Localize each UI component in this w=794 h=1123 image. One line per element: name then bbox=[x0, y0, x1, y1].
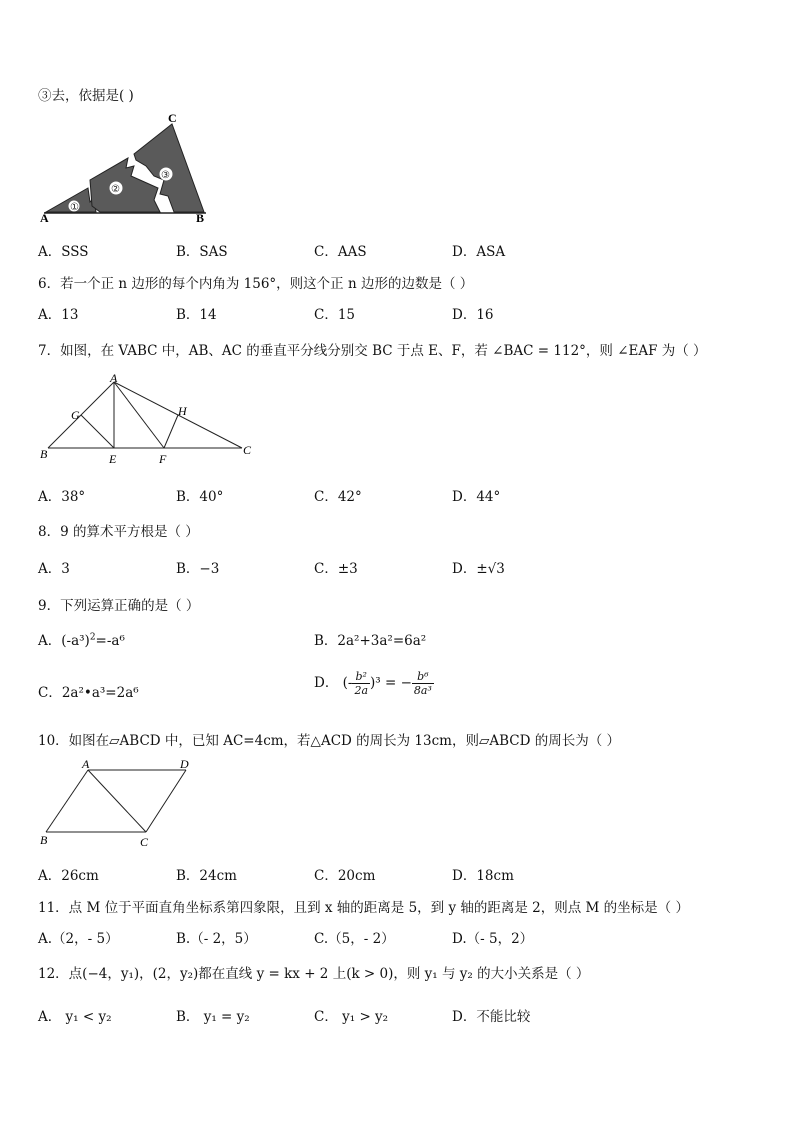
q12-option-b[interactable]: B． y₁ = y₂ bbox=[176, 1009, 250, 1025]
q11-option-c[interactable]: C.（5，- 2） bbox=[314, 931, 395, 947]
q12-stem: 12．点(−4，y₁)，(2，y₂)都在直线 y = kx + 2 上(k > 0)，则 y₁ 与 y₂ 的大小关系是（ ） bbox=[38, 966, 590, 982]
q10-option-a[interactable]: A．26cm bbox=[38, 868, 99, 884]
q10-option-b[interactable]: B．24cm bbox=[176, 868, 237, 884]
q7-option-a[interactable]: A．38° bbox=[38, 489, 86, 505]
q7-point-g: G bbox=[71, 408, 80, 422]
q6-option-a[interactable]: A．13 bbox=[38, 307, 79, 323]
q9-option-d-fraction-2: $\frac{\text{b⁶}}{\text{8a³}}$ bbox=[413, 670, 432, 697]
q9-option-d-prefix: D． bbox=[314, 675, 339, 691]
q5-option-a[interactable]: A．SSS bbox=[38, 244, 89, 260]
q9-option-a-prefix: A．(-a³) bbox=[38, 633, 90, 649]
q6-option-b[interactable]: B．14 bbox=[176, 307, 217, 323]
q5-option-c[interactable]: C．AAS bbox=[314, 244, 367, 260]
q11-option-d[interactable]: D.（- 5，2） bbox=[452, 931, 534, 947]
q12-option-c[interactable]: C． y₁ > y₂ bbox=[314, 1009, 389, 1025]
q7-point-h: H bbox=[178, 404, 187, 418]
q7-option-b[interactable]: B．40° bbox=[176, 489, 224, 505]
q8-option-a[interactable]: A．3 bbox=[38, 561, 70, 577]
q10-option-c[interactable]: C．20cm bbox=[314, 868, 376, 884]
q9-option-b[interactable]: B．2a²+3a²=6a² bbox=[314, 633, 427, 649]
q8-option-c[interactable]: C．±3 bbox=[314, 561, 358, 577]
q10-vertex-b: B bbox=[40, 833, 48, 847]
q12-option-d[interactable]: D．不能比较 bbox=[452, 1009, 531, 1025]
q10-stem: 10．如图在▱ABCD 中，已知 AC=4cm，若△ACD 的周长为 13cm，则▱ABCD 的周长为（ ） bbox=[38, 733, 621, 749]
q6-option-c[interactable]: C．15 bbox=[314, 307, 356, 323]
q9-option-c[interactable]: C．2a²•a³=2a⁶ bbox=[38, 685, 139, 701]
piece-2-label: ② bbox=[111, 184, 120, 195]
q9-option-a-rest: =-a⁶ bbox=[95, 633, 125, 649]
piece-3-label: ③ bbox=[161, 170, 170, 181]
vertex-a-label: A bbox=[40, 211, 49, 225]
q9-option-d-open: (- bbox=[342, 675, 353, 691]
q7-vertex-c: C bbox=[243, 443, 252, 457]
q11-option-b[interactable]: B.（- 2，5） bbox=[176, 931, 257, 947]
q12-option-a[interactable]: A． y₁ < y₂ bbox=[38, 1009, 112, 1025]
q5-option-d[interactable]: D．ASA bbox=[452, 244, 506, 260]
q7-stem: 7．如图，在 VABC 中，AB、AC 的垂直平分线分别交 BC 于点 E、F，若 ∠BAC = 112°，则 ∠EAF 为（ ） bbox=[38, 343, 707, 359]
q9-option-d-rhs: )³ = − bbox=[370, 675, 412, 691]
q10-vertex-c: C bbox=[140, 835, 149, 849]
q6-stem: 6．若一个正 n 边形的每个内角为 156°，则这个正 n 边形的边数是（ ） bbox=[38, 276, 474, 292]
q10-vertex-a: A bbox=[82, 757, 90, 771]
q7-vertex-a: A bbox=[110, 371, 118, 385]
q9-stem: 9．下列运算正确的是（ ） bbox=[38, 598, 200, 614]
q7-option-d[interactable]: D．44° bbox=[452, 489, 501, 505]
q7-triangle-figure bbox=[36, 370, 260, 466]
q5-stem: ③去，依据是( ) bbox=[38, 88, 134, 104]
q9-option-d-fraction-1: $\frac{\text{b²}}{2a}$ bbox=[354, 670, 369, 697]
q7-option-c[interactable]: C．42° bbox=[314, 489, 362, 505]
q11-stem: 11．点 M 位于平面直角坐标系第四象限，且到 x 轴的距离是 5，到 y 轴的距离是 2，则点 M 的坐标是（ ） bbox=[38, 900, 689, 916]
q9-option-d[interactable] bbox=[314, 670, 434, 697]
q10-option-d[interactable]: D．18cm bbox=[452, 868, 514, 884]
q7-point-f: F bbox=[159, 452, 167, 466]
q5-option-b[interactable]: B．SAS bbox=[176, 244, 228, 260]
q8-stem: 8．9 的算术平方根是（ ） bbox=[38, 524, 199, 540]
q7-vertex-b: B bbox=[40, 447, 48, 461]
q11-option-a[interactable]: A.（2，- 5） bbox=[38, 931, 119, 947]
q10-parallelogram-figure bbox=[36, 756, 204, 850]
vertex-c-label: C bbox=[168, 111, 177, 125]
q8-option-d[interactable]: D．±√3 bbox=[452, 561, 505, 577]
q5-broken-triangle-figure bbox=[36, 110, 226, 226]
q10-vertex-d: D bbox=[180, 757, 189, 771]
q6-option-d[interactable]: D．16 bbox=[452, 307, 494, 323]
q8-option-b[interactable]: B．−3 bbox=[176, 561, 220, 577]
piece-1-label: ① bbox=[70, 202, 79, 213]
q9-option-a[interactable]: A．$(-a^3)^2=-a^6$ bbox=[38, 632, 125, 649]
q7-point-e: E bbox=[109, 452, 117, 466]
vertex-b-label: B bbox=[196, 211, 205, 225]
